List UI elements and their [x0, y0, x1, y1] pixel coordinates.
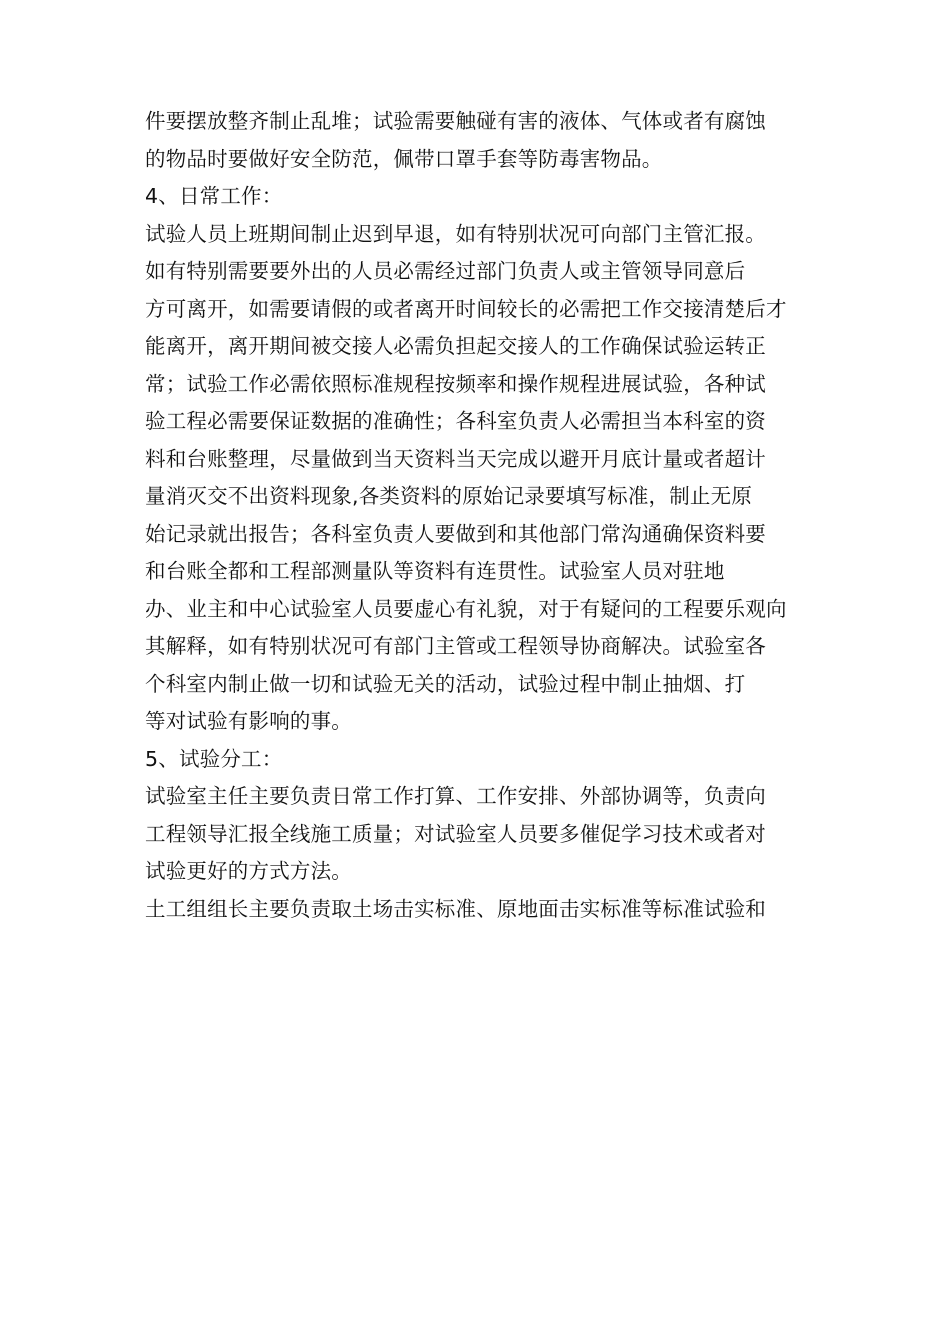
- section-heading: 5、试验分工：: [145, 746, 283, 771]
- text-line: 土工组组长主要负责取土场击实标准、原地面击实标准等标准试验和: [145, 896, 766, 921]
- text-line: 件要摆放整齐制止乱堆；试验需要触碰有害的液体、气体或者有腐蚀: [145, 109, 766, 133]
- text-line: 料和台账整理，尽量做到当天资料当天完成以避开月底计量或者超计: [145, 446, 766, 471]
- text-line: 方可离开，如需要请假的或者离开时间较长的必需把工作交接清楚后才: [145, 296, 787, 321]
- text-line: 能离开，离开期间被交接人必需负担起交接人的工作确保试验运转正: [145, 334, 766, 358]
- text-line: 等对试验有影响的事。: [145, 709, 352, 733]
- text-line: 和台账全都和工程部测量队等资料有连贯性。试验室人员对驻地: [145, 559, 725, 583]
- text-line: 其解释，如有特别状况可有部门主管或工程领导协商解决。试验室各: [145, 634, 766, 658]
- text-line: 个科室内制止做一切和试验无关的活动，试验过程中制止抽烟、打: [145, 671, 746, 696]
- text-line: 的物品时要做好安全防范，佩带口罩手套等防毒害物品。: [145, 146, 663, 171]
- text-line: 试验室主任主要负责日常工作打算、工作安排、外部协调等，负责向: [145, 784, 766, 808]
- text-line: 试验更好的方式方法。: [145, 859, 352, 883]
- text-line: 常；试验工作必需依照标准规程按频率和操作规程进展试验，各种试: [145, 371, 766, 396]
- text-line: 办、业主和中心试验室人员要虚心有礼貌，对于有疑问的工程要乐观向: [145, 596, 787, 621]
- text-line: 量消灭交不出资料现象,各类资料的原始记录要填写标准，制止无原: [145, 484, 753, 508]
- document-body: [145, 103, 845, 928]
- text-line: 如有特别需要要外出的人员必需经过部门负责人或主管领导同意后: [145, 259, 746, 283]
- section-heading: 4、日常工作：: [145, 184, 283, 208]
- text-line: 试验人员上班期间制止迟到早退，如有特别状况可向部门主管汇报。: [145, 221, 766, 246]
- text-line: 工程领导汇报全线施工质量；对试验室人员要多催促学习技术或者对: [145, 821, 766, 846]
- text-line: 始记录就出报告；各科室负责人要做到和其他部门常沟通确保资料要: [145, 521, 766, 546]
- text-line: 验工程必需要保证数据的准确性；各科室负责人必需担当本科室的资: [145, 409, 766, 433]
